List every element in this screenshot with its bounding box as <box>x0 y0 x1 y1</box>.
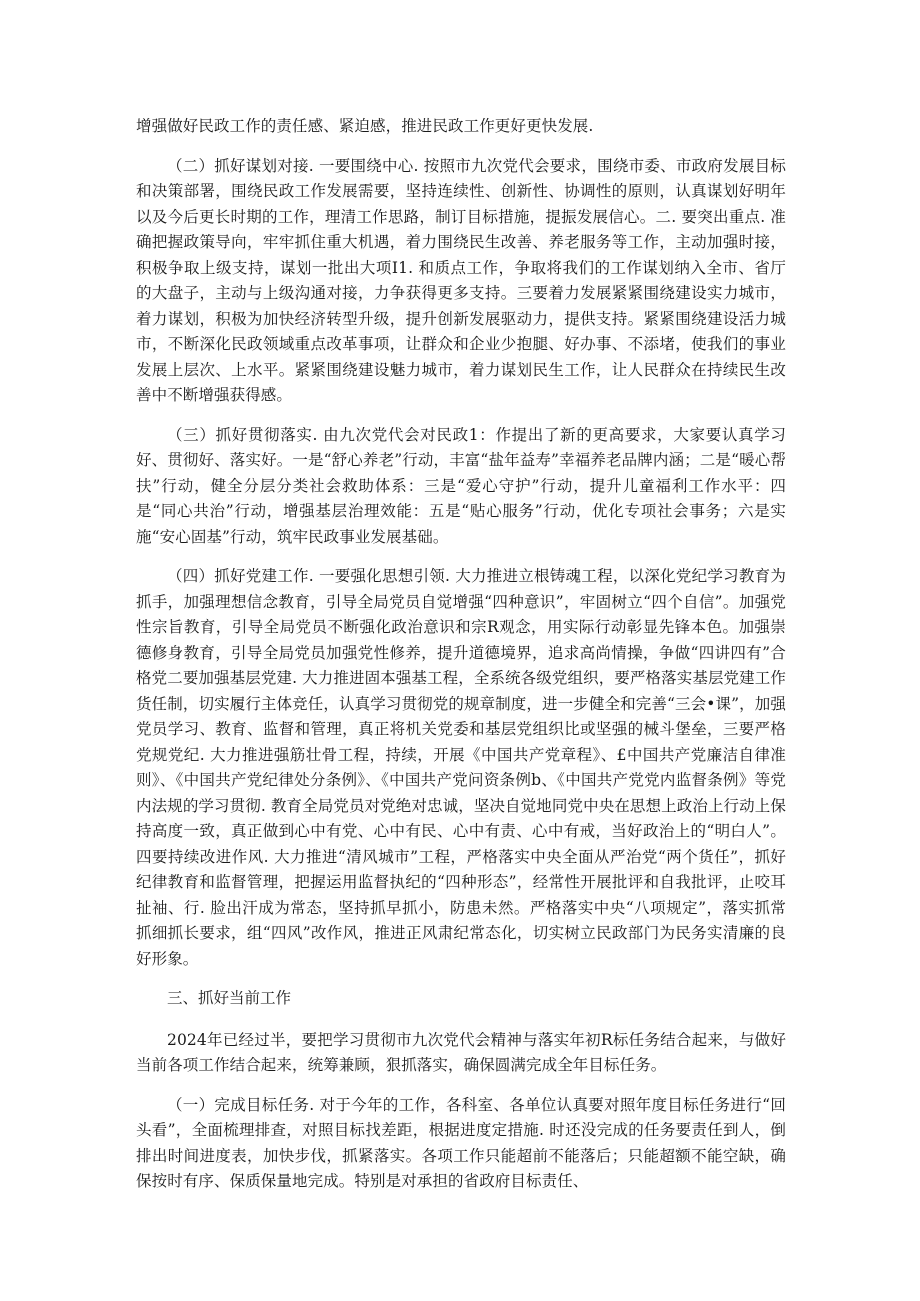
paragraph-intro: 增强做好民政工作的责任感、紧迫感，推进民政工作更好更快发展. <box>136 117 594 135</box>
document-page <box>136 114 786 1209</box>
section-heading: 三、抓好当前工作 <box>167 989 292 1007</box>
paragraph-targets: （一）完成目标任务. 对于今年的工作，各科室、各单位认真要对照年度目标任务进行“回头看”，全面梳理排查，对照目标找差距，根据进度定措施. 时还没完成的任务要责任到人，倒排出时间进度表，加快步伐，抓紧落实。各项工作只能超前不能落后；只能超额不能空缺，确保按时有序、保质保量地完成。特别是对承担的省政府目标责任、 <box>136 1095 786 1190</box>
paragraph-current-work: 2024年已经过半，要把学习贯彻市九次党代会精神与落实年初R标任务结合起来，与做好当前各项工作结合起来，统筹兼顾，狠抓落实，确保圆满完成全年目标任务。 <box>136 1030 786 1074</box>
paragraph-section-4: （四）抓好党建工作. 一要强化思想引领. 大力推进立根铸魂工程，以深化党纪学习教育为抓手，加强理想信念教育，引导全局党员自觉增强“四种意识”，牢固树立“四个自信”。加强党性宗旨教育，引导全局党员不断强化政治意识和宗R观念，用实际行动彰显先锋本色。加强崇德修身教育，引导全局党员加强党性修养，提升道德境界，追求高尚情操，争做“四讲四有”合格党二要加强基层党建. 大力推进固本强基工程，全系统各级党组织，要严格落实基层党建工作货任制，切实履行主体竞任，认真学习贯彻党的规章制度，进一步健全和完善“三会•课”，加强党员学习、教育、监督和管理，真正将机关党委和基层党组织比或坚强的械斗堡垒，三要严格党规党纪. 大力推进强筋壮骨工程，持续，开展《中国共产党章程》、£中国共产党廉洁自律准则》、《中国共产党纪律处分条例》、《中国共产党问资条例b、《中国共产党党内监督条例》等党内法规的学习贯彻. 教育全局党员对党绝对忠诚，坚决自觉地同党中央在思想上政治上行动上保持高度一致，真正做到心中有党、心中有民、心中有责、心中有戒，当好政治上的“明白人”。四要持续改进作风. 大力推进“清风城市”工程，严格落实中央全面从严治党“两个货任”，抓好纪律教育和监督管理，把握运用监督执纪的“四种形态”，经常性开展批评和自我批评，止咬耳扯袖、行. 脸出汗成为常态，坚持抓早抓小，防患未然。严格落实中央“八项规定”，落实抓常抓细抓长要求，组“四风”改作风，推进正风肃纪常态化，切实树立民政部门为民务实清廉的良好形象。 <box>136 567 786 968</box>
paragraph-section-3: （三）抓好贯彻落实. 由九次党代会对民政1：作提出了新的更高要求，大家要认真学习好、贯彻好、落实好。一是“舒心养老”行动，丰富“盐年益寿”幸福养老品牌内涵；二是“暖心帮扶”行动，健全分层分类社会救助体系：三是“爱心守护”行动，提升儿童福利工作水平：四是“同心共治”行动，增强基层治理效能：五是“贴心服务”行动，优化专项社会事务；六是实施“安心固基”行动，筑牢民政事业发展基础。 <box>136 425 786 546</box>
paragraph-section-2: （二）抓好谋划对接. 一要围绕中心. 按照市九次党代会要求，围绕市委、市政府发展目标和决策部署，围绕民政工作发展需要，坚持连续性、创新性、协调性的原则，认真谋划好明年以及今后更长时期的工作，理清工作思路，制订目标措施，提振发展信心。二. 要突出重点. 准确把握政策导向，牢牢抓住重大机遇，着力围绕民生改善、养老服务等工作，主动加强时接，积极争取上级支持，谋划一批出大项I1. 和质点工作，争取将我们的工作谋划纳入全市、省厅的大盘子，主动与上级沟通对接，力争获得更多支持。三要着力发展紧紧围绕建设实力城市，着力谋划，积极为加快经济转型升级，提升创新发展驱动力，提供支持。紧紧围绕建设活力城市，不断深化民政领域重点改革事项，让群众和企业少抱腿、好办事、不添堵，使我们的事业发展上层次、上水平。紧紧围绕建设魅力城市，着力谋划民生工作，让人民群众在持续民生改善中不断增强获得感。 <box>136 156 786 404</box>
